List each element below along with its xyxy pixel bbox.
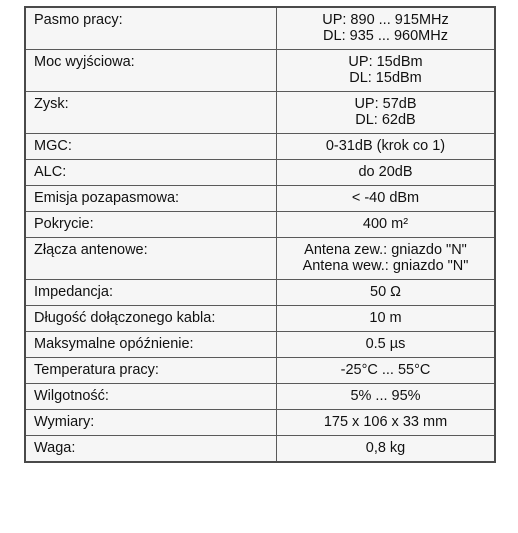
spec-value-line: 50 Ω — [370, 284, 401, 300]
spec-value-line: do 20dB — [358, 164, 413, 180]
spec-value — [277, 50, 496, 92]
spec-value — [277, 160, 496, 186]
spec-value — [277, 358, 496, 384]
spec-label: Pokrycie: — [25, 212, 277, 238]
spec-label: Zysk: — [25, 92, 277, 134]
spec-value — [277, 410, 496, 436]
spec-label: Pasmo pracy: — [25, 7, 277, 50]
spec-value — [277, 7, 496, 50]
spec-value — [277, 436, 496, 463]
spec-value — [277, 384, 496, 410]
spec-label: Moc wyjściowa: — [25, 50, 277, 92]
spec-value — [277, 280, 496, 306]
spec-value-line: UP: 890 ... 915MHz — [322, 12, 449, 28]
table-row — [25, 186, 495, 212]
spec-label: Emisja pozapasmowa: — [25, 186, 277, 212]
spec-value — [277, 212, 496, 238]
spec-label: Waga: — [25, 436, 277, 463]
table-row — [25, 50, 495, 92]
spec-label: Temperatura pracy: — [25, 358, 277, 384]
table-row — [25, 160, 495, 186]
spec-label: Impedancja: — [25, 280, 277, 306]
spec-value-line: DL: 935 ... 960MHz — [323, 28, 448, 44]
spec-value-line: < -40 dBm — [351, 190, 420, 206]
table-row — [25, 212, 495, 238]
specification-table — [24, 6, 496, 463]
table-row — [25, 384, 495, 410]
spec-label: Złącza antenowe: — [25, 238, 277, 280]
spec-value-line: DL: 15dBm — [349, 70, 422, 86]
spec-label: Wymiary: — [25, 410, 277, 436]
spec-value — [277, 92, 496, 134]
table-row — [25, 134, 495, 160]
spec-value-line: 175 x 106 x 33 mm — [323, 414, 448, 430]
table-row — [25, 358, 495, 384]
spec-value-line: 400 m² — [362, 216, 409, 232]
spec-label: Wilgotność: — [25, 384, 277, 410]
table-row — [25, 410, 495, 436]
spec-label: ALC: — [25, 160, 277, 186]
spec-label: MGC: — [25, 134, 277, 160]
spec-value-line: DL: 62dB — [355, 112, 416, 128]
spec-value-line: Antena zew.: gniazdo "N" — [304, 242, 467, 258]
spec-value — [277, 332, 496, 358]
table-row — [25, 436, 495, 463]
spec-value — [277, 134, 496, 160]
table-row — [25, 332, 495, 358]
spec-value — [277, 306, 496, 332]
spec-value-line: 0-31dB (krok co 1) — [325, 138, 446, 154]
spec-value-line: Antena wew.: gniazdo "N" — [302, 258, 469, 274]
table-row — [25, 7, 495, 50]
spec-value — [277, 186, 496, 212]
spec-value-line: UP: 57dB — [354, 96, 417, 112]
spec-label: Długość dołączonego kabla: — [25, 306, 277, 332]
spec-value — [277, 238, 496, 280]
spec-value-line: 10 m — [369, 310, 402, 326]
spec-value-line: 5% ... 95% — [350, 388, 421, 404]
spec-value-line: UP: 15dBm — [348, 54, 423, 70]
table-row — [25, 238, 495, 280]
spec-value-line: -25°C ... 55°C — [340, 362, 431, 378]
table-row — [25, 92, 495, 134]
spec-value-line: 0.5 µs — [365, 336, 406, 352]
table-row — [25, 306, 495, 332]
table-row — [25, 280, 495, 306]
spec-label: Maksymalne opóźnienie: — [25, 332, 277, 358]
spec-value-line: 0,8 kg — [365, 440, 406, 456]
